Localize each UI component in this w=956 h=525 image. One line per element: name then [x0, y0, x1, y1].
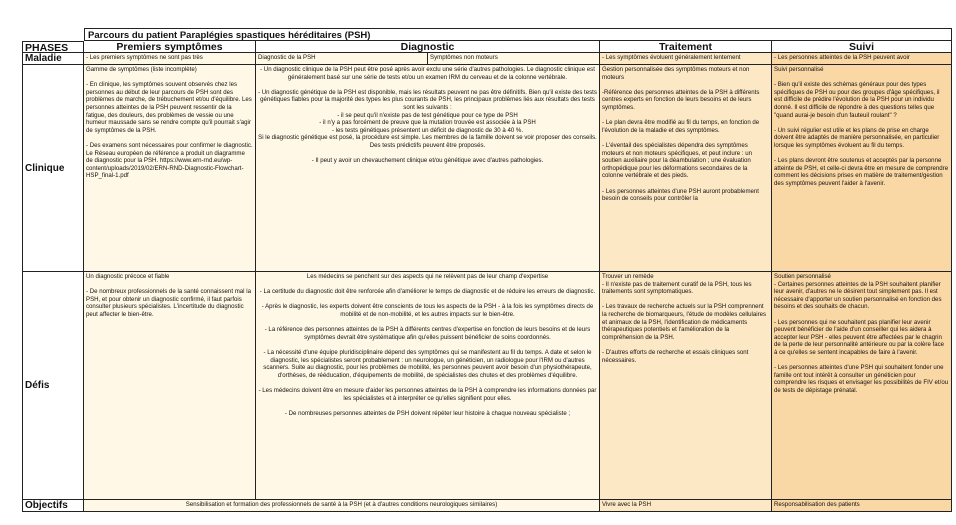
maladie-diagnostic-a: Diagnostic de la PSH: [256, 53, 428, 65]
maladie-diagnostic-b: Symptômes non moteurs: [428, 53, 600, 65]
row-label-clinique: Clinique: [22, 65, 84, 272]
defis-premiers: Un diagnostic précoce et fiable - De nombreux professionnels de la santé connaissent mal la PSH, et pour obtenir un diagnostic confirmé, il faut parfois consulter plusieurs spécialistes. L'incertitude du diagnostic peut affecter le bien-être.: [84, 272, 256, 500]
defis-diagnostic: Les médecins se penchent sur des aspects qui ne relèvent pas de leur champ d'expertise - La certitude du diagnostic doit être renforcée afin d'améliorer le temps de diagnostic et de réduire les erreurs de diagnostic. - Après le diagnostic, les experts doivent être conscients de tous les aspects de la PSH - à la fois les symptômes directs de mobilité et de non-mobilité, et les autres impacts sur le bien-être. - La référence des personnes atteintes de la PSH à différents centres d'expertise en fonction de leurs besoins et de leurs symptômes devrait être systématique afin qu'elles puissent bénéficier de soins coordonnés. - La nécessité d'une équipe pluridisciplinaire dépend des symptômes qui se manifestent au fil du temps. A date et selon le diagnostic, les spécialistes seront probablement : un neurologue, un généticien, un radiologue pour l'IRM ou d'autres scanners. Suite au diagnostic, pour les problèmes de mobilité, les personnes peuvent avoir besoin d'un physiothérapeute, d'orthèses, de rééducation, d'équipements de mobilité, de spécialistes des chutes et des problèmes d'équilibre. - Les médecins doivent être en mesure d'aider les personnes atteintes de la PSH à comprendre les informations données par les spécialistes et à interpréter ce qu'elles signifient pour elles. - De nombreuses personnes atteintes de PSH doivent répéter leur histoire à chaque nouveau spécialiste ;: [256, 272, 600, 500]
header-diagnostic: Diagnostic: [256, 41, 600, 53]
defis-suivi: Soutien personnalisé - Certaines personnes atteintes de la PSH souhaitent planifier leur avenir, d'autres ne le désirent tout simplement pas. Il est nécessaire d'apporter un soutien personnalisé en fonction des besoins et des souhaits de chacun. - Les personnes qui ne souhaitent pas planifier leur avenir peuvent bénéficier de l'aide d'un conseiller qui les aidera à accepter leur PSH - elles peuvent être affectées par le chagrin de la perte de leur personnalité antérieure ou par la colère face à ce qu'elles se sentent incapables de faire à l'avenir. - Les personnes atteintes d'une PSH qui souhaitent fonder une famille ont tout intérêt à consulter un généticien pour comprendre les risques et envisager les possibilités de FIV et/ou de tests de dépistage prénatal.: [772, 272, 952, 500]
maladie-suivi: - Les personnes atteintes de la PSH peuvent avoir: [772, 53, 952, 65]
clinique-suivi: Suivi personnalisé - Bien qu'il existe des schémas généraux pour des types spécifiques de PSH ou pour des groupes d'âge spécifiques, il est difficile de prédire l'évolution de la PSH pour un individu donné. Il est difficile de répondre à des questions telles que "quand aurai-je besoin d'un fauteuil roulant" ? - Un suivi régulier est utile et les plans de prise en charge doivent être adaptés de manière personnalisée, en particulier lorsque les symptômes évoluent au fil du temps. - Les plans devront être soutenus et acceptés par la personne atteinte de PSH, et celle-ci devra être en mesure de comprendre comment les décisions prises en matière de traitement/gestion des symptômes peuvent l'aider à l'avenir.: [772, 65, 952, 272]
objectifs-premiers-diagnostic: Sensibilisation et formation des professionnels de santé à la PSH (et à d'autres conditions neurologiques similaires): [84, 500, 600, 512]
clinique-premiers: Gamme de symptômes (liste incomplète) - En clinique, les symptômes souvent observés chez les personnes au début de leur parcours de PSH sont des problèmes de marche, de trébuchement et/ou d'équilibre. Les personnes atteintes de la PSH peuvent ressentir de la fatigue, des douleurs, des problèmes de vessie ou une humeur maussade sans se rendre compte qu'il pourrait s'agir de symptômes de la PSH. - Des examens sont nécessaires pour confirmer le diagnostic. Le Réseau européen de référence a produit un diagramme de diagnostic pour la PSH. https://www.ern-rnd.eu/wp-content/uploads/2019/02/ERN-RND-Diagnostic-Flowchart-HSP_final-1.pdf: [84, 65, 256, 272]
table-title: Parcours du patient Paraplégies spastiques héréditaires (PSH): [84, 28, 952, 41]
clinique-traitement: Gestion personnalisée des symptômes moteurs et non moteurs -Référence des personnes atteintes de la PSH à différents centres experts en fonction de leurs besoins et de leurs symptômes. - Le plan devra être modifié au fil du temps, en fonction de l'évolution de la maladie et des symptômes. - L'éventail des spécialistes dépendra des symptômes moteurs et non moteurs spécifiques, et peut inclure : un soutien auxiliaire pour la déambulation ; une évaluation orthopédique pour les déformations secondaires de la colonne vertébrale et des pieds. - Les personnes atteintes d'une PSH auront probablement besoin de conseils pour contrôler la: [600, 65, 772, 272]
clinique-diagnostic: - Un diagnostic clinique de la PSH peut être posé après avoir exclu une série d'autres pathologies. Le diagnostic clinique est généralement basé sur une série de tests et/ou un examen IRM du cerveau et de la colonne vertébrale. - Un diagnostic génétique de la PSH est disponible, mais les résultats peuvent ne pas être définitifs. Bien qu'il existe des tests génétiques fiables pour la majorité des types les plus courants de PSH, les principaux problèmes liés aux résultats des tests sont les suivants : - il se peut qu'il n'existe pas de test génétique pour ce type de PSH - il n'y a pas forcément de preuve que la mutation trouvée est associée à la PSH - les tests génétiques présentent un déficit de diagnostic de 30 à 40 %. Si le diagnostic génétique est posé, la procédure est simple. Les membres de la famille doivent se voir proposer des conseils. Des tests prédictifs peuvent être proposés. - Il peut y avoir un chevauchement clinique et/ou génétique avec d'autres pathologies.: [256, 65, 600, 272]
defis-traitement: Trouver un remède - Il n'existe pas de traitement curatif de la PSH, tous les traitements sont symptomatiques. - Les travaux de recherche actuels sur la PSH comprennent la recherche de biomarqueurs, l'étude de modèles cellulaires et animaux de la PSH, l'identification de médicaments thérapeutiques potentiels et l'amélioration de la compréhension de la PSH. - D'autres efforts de recherche et essais cliniques sont nécessaires.: [600, 272, 772, 500]
row-label-defis: Défis: [22, 272, 84, 500]
objectifs-traitement: Vivre avec la PSH: [600, 500, 772, 512]
header-phases: PHASES: [22, 41, 84, 53]
objectifs-suivi: Responsabilisation des patients: [772, 500, 952, 512]
row-label-objectifs: Objectifs: [22, 500, 84, 512]
row-label-maladie: Maladie: [22, 53, 84, 65]
header-suivi: Suivi: [772, 41, 952, 53]
maladie-traitement: - Les symptômes évoluent généralement lentement: [600, 53, 772, 65]
header-traitement: Traitement: [600, 41, 772, 53]
maladie-premiers: - Les premiers symptômes ne sont pas très: [84, 53, 256, 65]
header-premiers-symptomes: Premiers symptômes: [84, 41, 256, 53]
